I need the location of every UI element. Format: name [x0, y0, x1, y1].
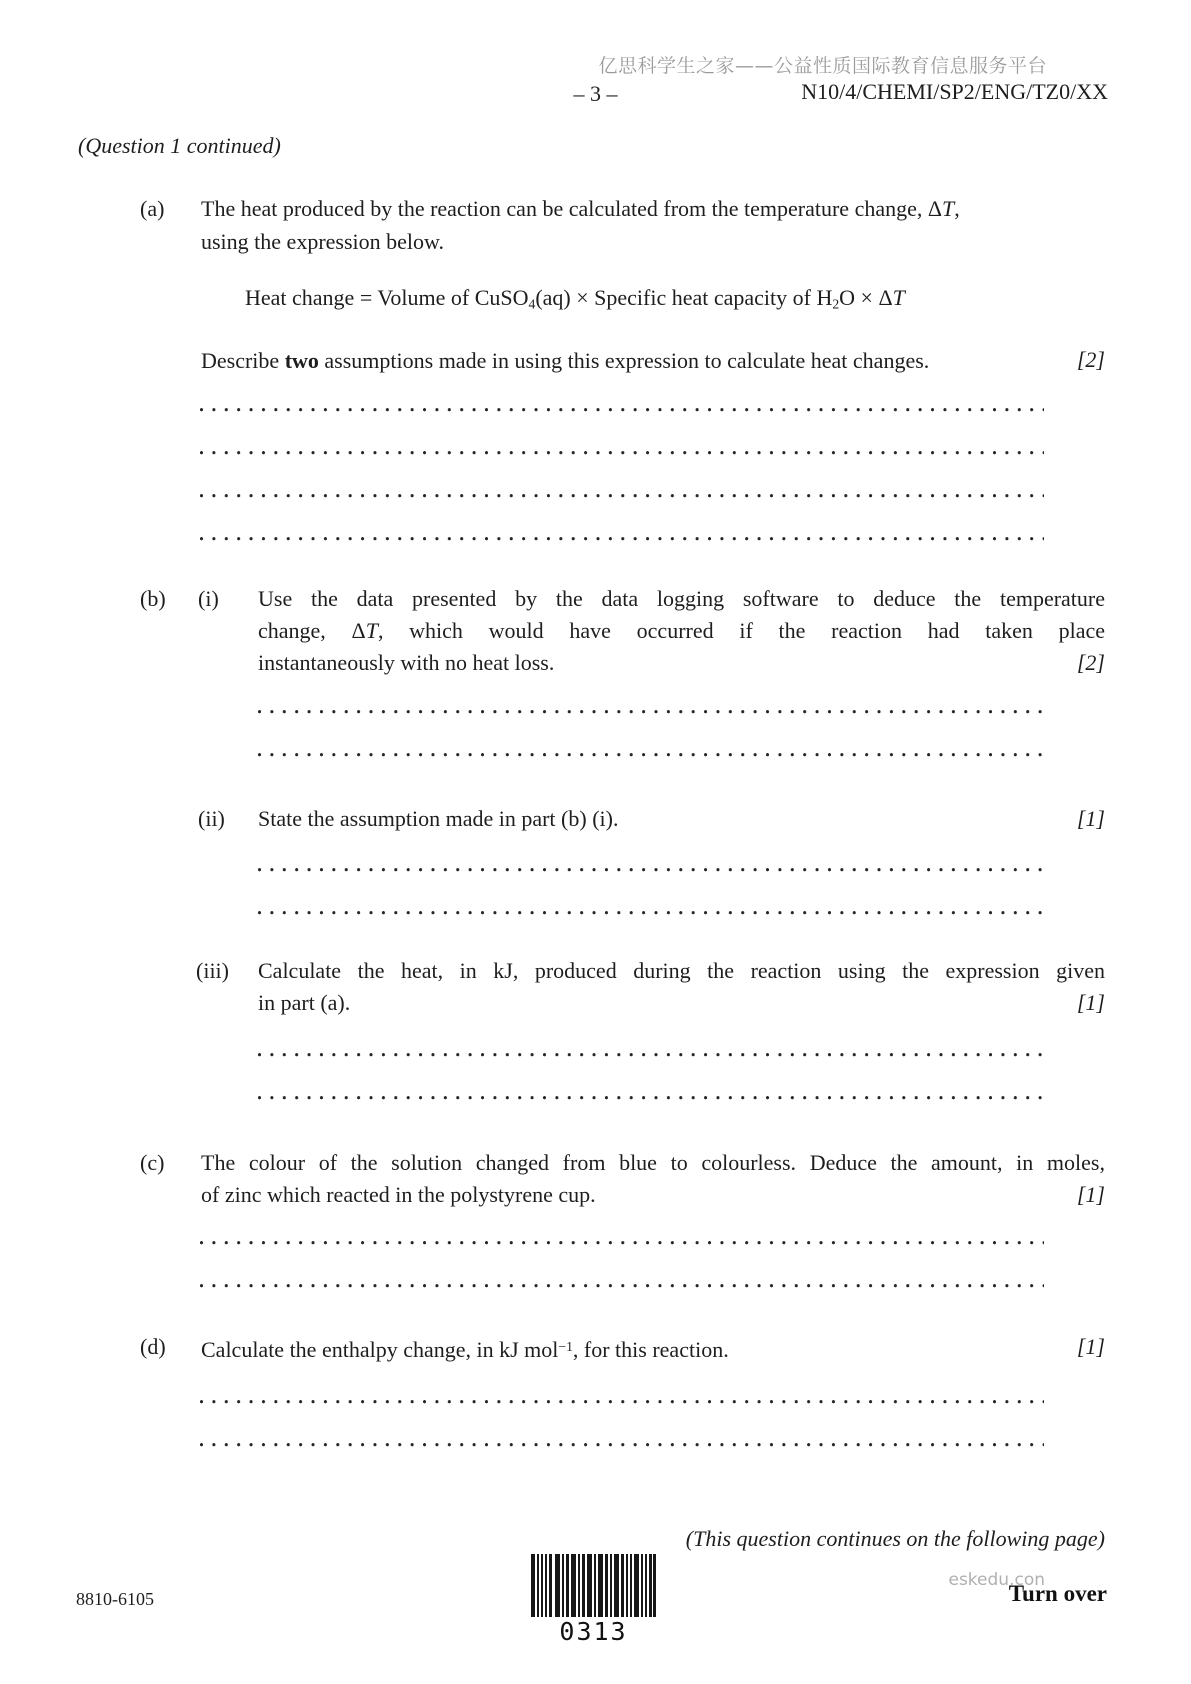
part-a-marks: [2]: [1076, 347, 1105, 372]
part-b-iii-line2: in part (a).: [258, 990, 351, 1015]
part-a-line1: The heat produced by the reaction can be calculated from the temperature change, ΔT,: [201, 196, 960, 221]
answer-line: [200, 494, 1044, 498]
heat-change-formula: Heat change = Volume of CuSO$_4$(aq) × Specific heat capacity of $H_2O \times \Delta T$: [245, 285, 905, 312]
part-b-iii-line1: Calculate the heat, in kJ, produced during the reaction using the expression given: [258, 958, 1105, 983]
question-continued-note: (Question 1 continued): [78, 133, 281, 158]
part-a-prompt: Describe two assumptions made in using this expression to calculate heat changes.: [201, 348, 930, 373]
answer-line: [258, 911, 1044, 915]
part-a-line2: using the expression below.: [201, 229, 444, 254]
barcode-number: 0313: [559, 1617, 628, 1646]
answer-line: [258, 1096, 1044, 1100]
continues-note: (This question continues on the following page): [685, 1526, 1105, 1551]
top-watermark: 亿思科学生之家——公益性质国际教育信息服务平台: [598, 55, 1047, 77]
part-d-label: (d): [140, 1334, 166, 1359]
barcode: [531, 1554, 656, 1617]
page-number: – 3 –: [573, 81, 618, 106]
part-b-i-line2: change, ΔT, which would have occurred if the reaction had taken place: [258, 618, 1105, 643]
part-b-ii-text: State the assumption made in part (b) (i).: [258, 806, 619, 831]
part-b-i-label: (i): [198, 586, 219, 611]
answer-line: [200, 451, 1044, 455]
answer-line: [200, 1284, 1044, 1288]
answer-line: [200, 537, 1044, 541]
part-c-line2: of zinc which reacted in the polystyrene cup.: [201, 1182, 596, 1207]
part-b-ii-marks: [1]: [1076, 806, 1105, 831]
part-b-label: (b): [140, 586, 166, 611]
part-b-i-line1: Use the data presented by the data logging software to deduce the temperature: [258, 586, 1105, 611]
answer-line: [258, 753, 1044, 757]
answer-line: [258, 1053, 1044, 1057]
part-b-i-text: [258, 583, 1105, 679]
part-b-iii-label: (iii): [196, 958, 229, 983]
part-b-ii-label: (ii): [198, 806, 225, 831]
part-c-line1: The colour of the solution changed from blue to colourless. Deduce the amount, in moles,: [201, 1150, 1105, 1175]
turn-over-label: Turn over: [1008, 1581, 1107, 1606]
site-watermark: eskedu.con: [948, 1570, 1045, 1590]
part-a-text: [201, 192, 1091, 258]
part-b-i-marks: [2]: [1076, 650, 1105, 675]
part-d-text: Calculate the enthalpy change, in kJ mol$^{-1}$, for this reaction.: [201, 1337, 729, 1363]
answer-line: [200, 1443, 1044, 1447]
part-c-text: [201, 1147, 1105, 1211]
part-b-iii-text: [258, 955, 1105, 1019]
part-b-i-line3: instantaneously with no heat loss.: [258, 650, 555, 675]
document-number: 8810-6105: [76, 1589, 154, 1609]
paper-code: N10/4/CHEMI/SP2/ENG/TZ0/XX: [801, 79, 1108, 104]
part-c-marks: [1]: [1076, 1182, 1105, 1207]
answer-line: [200, 1241, 1044, 1245]
part-a-label: (a): [140, 196, 165, 221]
answer-line: [200, 408, 1044, 412]
part-d-marks: [1]: [1076, 1334, 1105, 1359]
answer-line: [258, 868, 1044, 872]
answer-line: [200, 1400, 1044, 1404]
part-b-iii-marks: [1]: [1076, 990, 1105, 1015]
part-c-label: (c): [140, 1150, 165, 1175]
answer-line: [258, 710, 1044, 714]
